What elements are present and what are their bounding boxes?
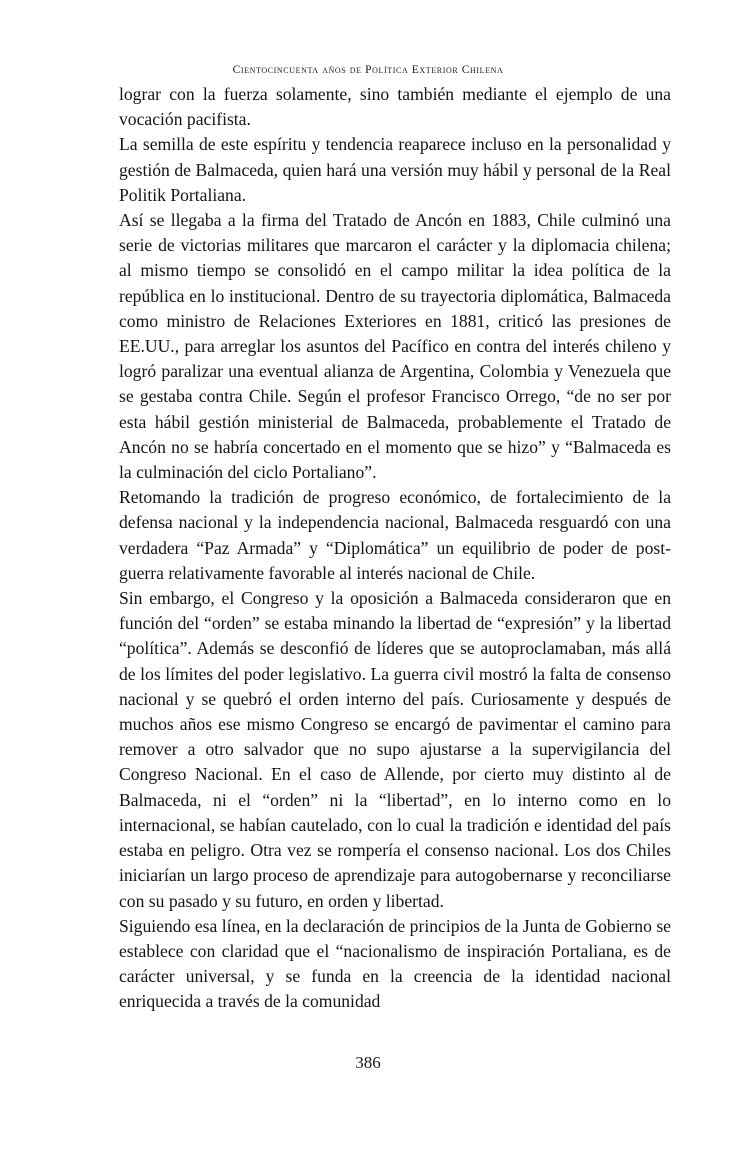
paragraph: Sin embargo, el Congreso y la oposición a Balmaceda consideraron que en función del “orden” se estaba minando la libertad de “expresión” y la libertad “política”. Además se desconfió de líderes que se autoproclamaban, más allá de los límites del poder legislativo. La guerra civil mostró la falta de consenso nacional y se quebró el orden interno del país. Curiosamente y después de muchos años ese mismo Congreso se encargó de pavimentar el camino para remover a otro salvador que no supo ajustarse a la supervigilancia del Congreso Nacional. En el caso de Allende, por cierto muy distinto al de Balmaceda, ni el “orden” ni la “libertad”, en lo interno como en lo internacional, se habían cautelado, con lo cual la tradición e identidad del país estaba en peligro. Otra vez se rompería el consenso nacional. Los dos Chiles iniciarían un largo proceso de aprendizaje para autogobernarse y reconciliarse con su pasado y su futuro, en orden y libertad.	[119, 588, 671, 911]
paragraph: Así se llegaba a la firma del Tratado de Ancón en 1883, Chile culminó una serie de victorias militares que marcaron el carácter y la diplomacia chilena; al mismo tiempo se consolidó en el campo militar la idea política de la república en lo institucional. Dentro de su trayectoria diplomática, Balmaceda como ministro de Relaciones Exteriores en 1881, criticó las presiones de EE.UU., para arreglar los asuntos del Pacífico en contra del interés chileno y logró paralizar una eventual alianza de Argentina, Colombia y Venezuela que se gestaba contra Chile. Según el profesor Francisco Orrego, “de no ser por esta hábil gestión ministerial de Balmaceda, probablemente el Tratado de Ancón no se habría concertado en el momento que se hizo” y “Balmaceda es la culminación del ciclo Portaliano”.	[119, 210, 671, 483]
paragraph: Siguiendo esa línea, en la declaración de principios de la Junta de Gobierno se establece con claridad que el “nacionalismo de inspiración Portaliana, es de carácter universal, y se funda en la creencia de la identidad nacional enriquecida a través de la comunidad	[119, 915, 671, 1012]
paragraph: La semilla de este espíritu y tendencia reaparece incluso en la personalidad y gestión de Balmaceda, quien hará una versión muy hábil y personal de la Real Politik Portaliana.	[119, 134, 671, 205]
paragraph-continuation: lograr con la fuerza solamente, sino también mediante el ejemplo de una vocación pacifista.	[119, 84, 671, 130]
running-header: Cientocincuenta años de Política Exterior Chilena	[232, 64, 504, 76]
paragraph: Retomando la tradición de progreso económico, de fortalecimiento de la defensa nacional y la independencia nacional, Balmaceda resguardó con una verdadera “Paz Armada” y “Diplomática” un equilibrio de poder de post-guerra relativamente favorable al interés nacional de Chile.	[119, 487, 671, 583]
page-number: 386	[355, 1053, 381, 1072]
body-text	[119, 82, 671, 1015]
